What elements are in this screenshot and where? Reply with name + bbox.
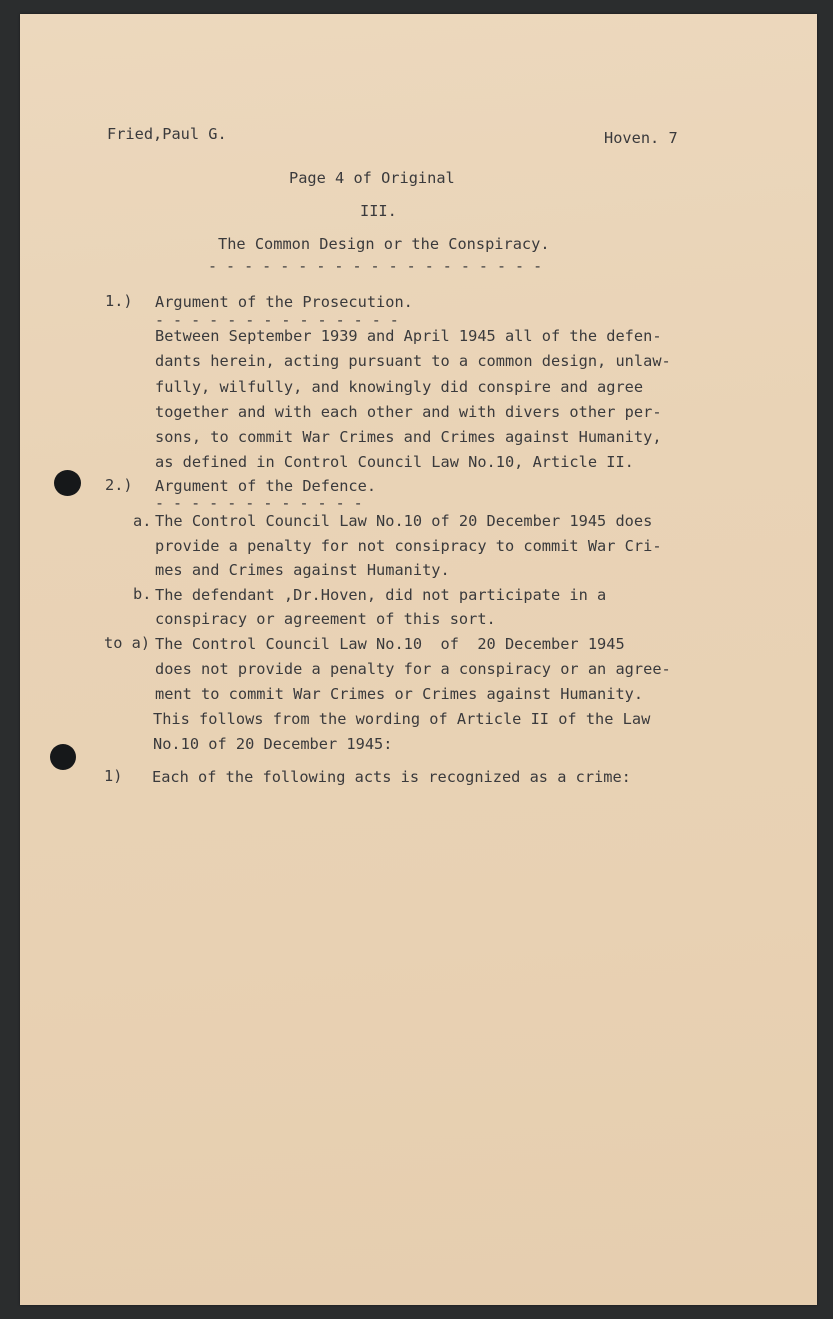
to-a-line-4: This follows from the wording of Article II of the Law [153, 710, 651, 728]
item1-line-6: as defined in Control Council Law No.10, Article II. [155, 453, 634, 471]
header-right: Hoven. 7 [604, 129, 678, 147]
item1-line-2: dants herein, acting pursuant to a common design, unlaw- [155, 352, 671, 370]
title-underline: - - - - - - - - - - - - - - - - - - - [208, 257, 543, 275]
item2-a-line-3: mes and Crimes against Humanity. [155, 561, 450, 579]
to-a-line-5: No.10 of 20 December 1945: [153, 735, 393, 753]
document-page [20, 14, 817, 1305]
punch-hole-top [54, 470, 81, 496]
last-item-text: Each of the following acts is recognized as a crime: [152, 768, 631, 786]
item2-b-line-1: The defendant ,Dr.Hoven, did not participate in a [155, 586, 607, 604]
header-left: Fried,Paul G. [107, 125, 227, 143]
item2-b-line-2: conspiracy or agreement of this sort. [155, 610, 496, 628]
section-title: The Common Design or the Conspiracy. [218, 235, 550, 253]
item1-line-5: sons, to commit War Crimes and Crimes against Humanity, [155, 428, 662, 446]
item2-b-marker: b. [133, 585, 152, 603]
item2-a-marker: a. [133, 512, 152, 530]
item1-line-4: together and with each other and with divers other per- [155, 403, 662, 421]
item2-heading: Argument of the Defence. [155, 477, 377, 495]
item1-line-1: Between September 1939 and April 1945 all of the defen- [155, 327, 662, 345]
section-number: III. [360, 202, 397, 220]
page-reference: Page 4 of Original [289, 169, 455, 187]
to-a-line-3: ment to commit War Crimes or Crimes against Humanity. [155, 685, 644, 703]
item1-line-3: fully, wilfully, and knowingly did conspire and agree [155, 378, 644, 396]
last-item-number: 1) [104, 767, 123, 785]
item2-a-line-1: The Control Council Law No.10 of 20 December 1945 does [155, 512, 653, 530]
item2-number: 2.) [105, 476, 133, 494]
item1-number: 1.) [105, 292, 133, 310]
punch-hole-bottom [50, 744, 76, 770]
item1-underline: - - - - - - - - - - - - - - [155, 311, 399, 329]
item1-heading: Argument of the Prosecution. [155, 293, 413, 311]
to-a-line-1: The Control Council Law No.10 of 20 December 1945 [155, 635, 625, 653]
item2-a-line-2: provide a penalty for not consipracy to commit War Cri- [155, 537, 662, 555]
item2-underline: - - - - - - - - - - - - [155, 494, 363, 512]
to-a-marker: to a) [104, 634, 151, 652]
to-a-line-2: does not provide a penalty for a conspiracy or an agree- [155, 660, 671, 678]
